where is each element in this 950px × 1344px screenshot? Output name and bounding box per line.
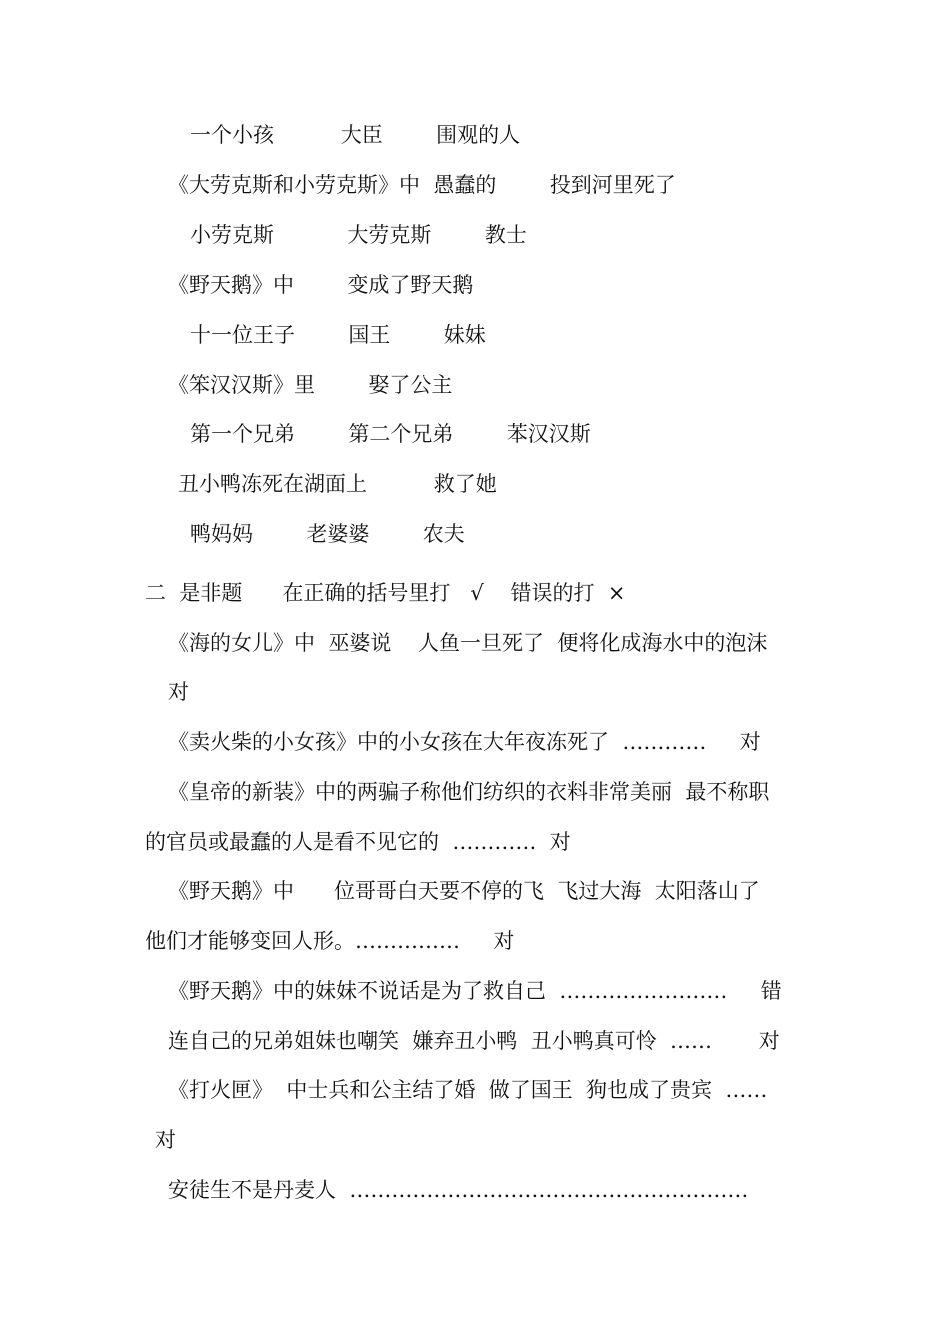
tf-line-3: 《卖火柴的小女孩》中的小女孩在大年夜冻死了 ………… 对 bbox=[168, 730, 761, 754]
match-line-9: 鸭妈妈 老婆婆 农夫 bbox=[190, 522, 465, 546]
match-line-2: 《大劳克斯和小劳克斯》中 愚蠢的 投到河里死了 bbox=[168, 173, 676, 197]
section-heading: 二 是非题 在正确的括号里打 √ 错误的打 × bbox=[145, 581, 626, 605]
tf-line-9: 连自己的兄弟姐妹也嘲笑 嫌弃丑小鸭 丑小鸭真可怜 …… 对 bbox=[168, 1029, 780, 1053]
match-line-6: 《笨汉汉斯》里 娶了公主 bbox=[168, 373, 453, 397]
tf-line-10: 《打火匣》 中士兵和公主结了婚 做了国王 狗也成了贵宾 …… bbox=[168, 1078, 768, 1102]
tf-line-2: 对 bbox=[168, 680, 189, 704]
match-line-5: 十一位王子 国王 妹妹 bbox=[190, 323, 486, 347]
match-line-8: 丑小鸭冻死在湖面上 救了她 bbox=[178, 472, 497, 496]
tf-line-12: 安徒生不是丹麦人 ………………………………………………… bbox=[168, 1178, 749, 1202]
match-line-3: 小劳克斯 大劳克斯 教士 bbox=[190, 223, 527, 247]
tf-line-8: 《野天鹅》中的妹妹不说话是为了救自己 …………………… 错 bbox=[168, 979, 782, 1003]
match-line-1: 一个小孩 大臣 围观的人 bbox=[190, 123, 521, 147]
tf-line-4: 《皇帝的新装》中的两骗子称他们纺织的衣料非常美丽 最不称职 bbox=[168, 780, 770, 804]
tf-line-6: 《野天鹅》中 位哥哥白天要不停的飞 飞过大海 太阳落山了 bbox=[168, 879, 760, 903]
match-line-7: 第一个兄弟 第二个兄弟 苯汉汉斯 bbox=[190, 422, 591, 446]
tf-line-7: 他们才能够变回人形。…………… 对 bbox=[145, 929, 515, 953]
tf-line-5: 的官员或最蠢的人是看不见它的 ………… 对 bbox=[145, 830, 571, 854]
tf-line-1: 《海的女儿》中 巫婆说 人鱼一旦死了 便将化成海水中的泡沫 bbox=[168, 631, 768, 655]
tf-line-11: 对 bbox=[155, 1128, 176, 1152]
match-line-4: 《野天鹅》中 变成了野天鹅 bbox=[168, 273, 474, 297]
